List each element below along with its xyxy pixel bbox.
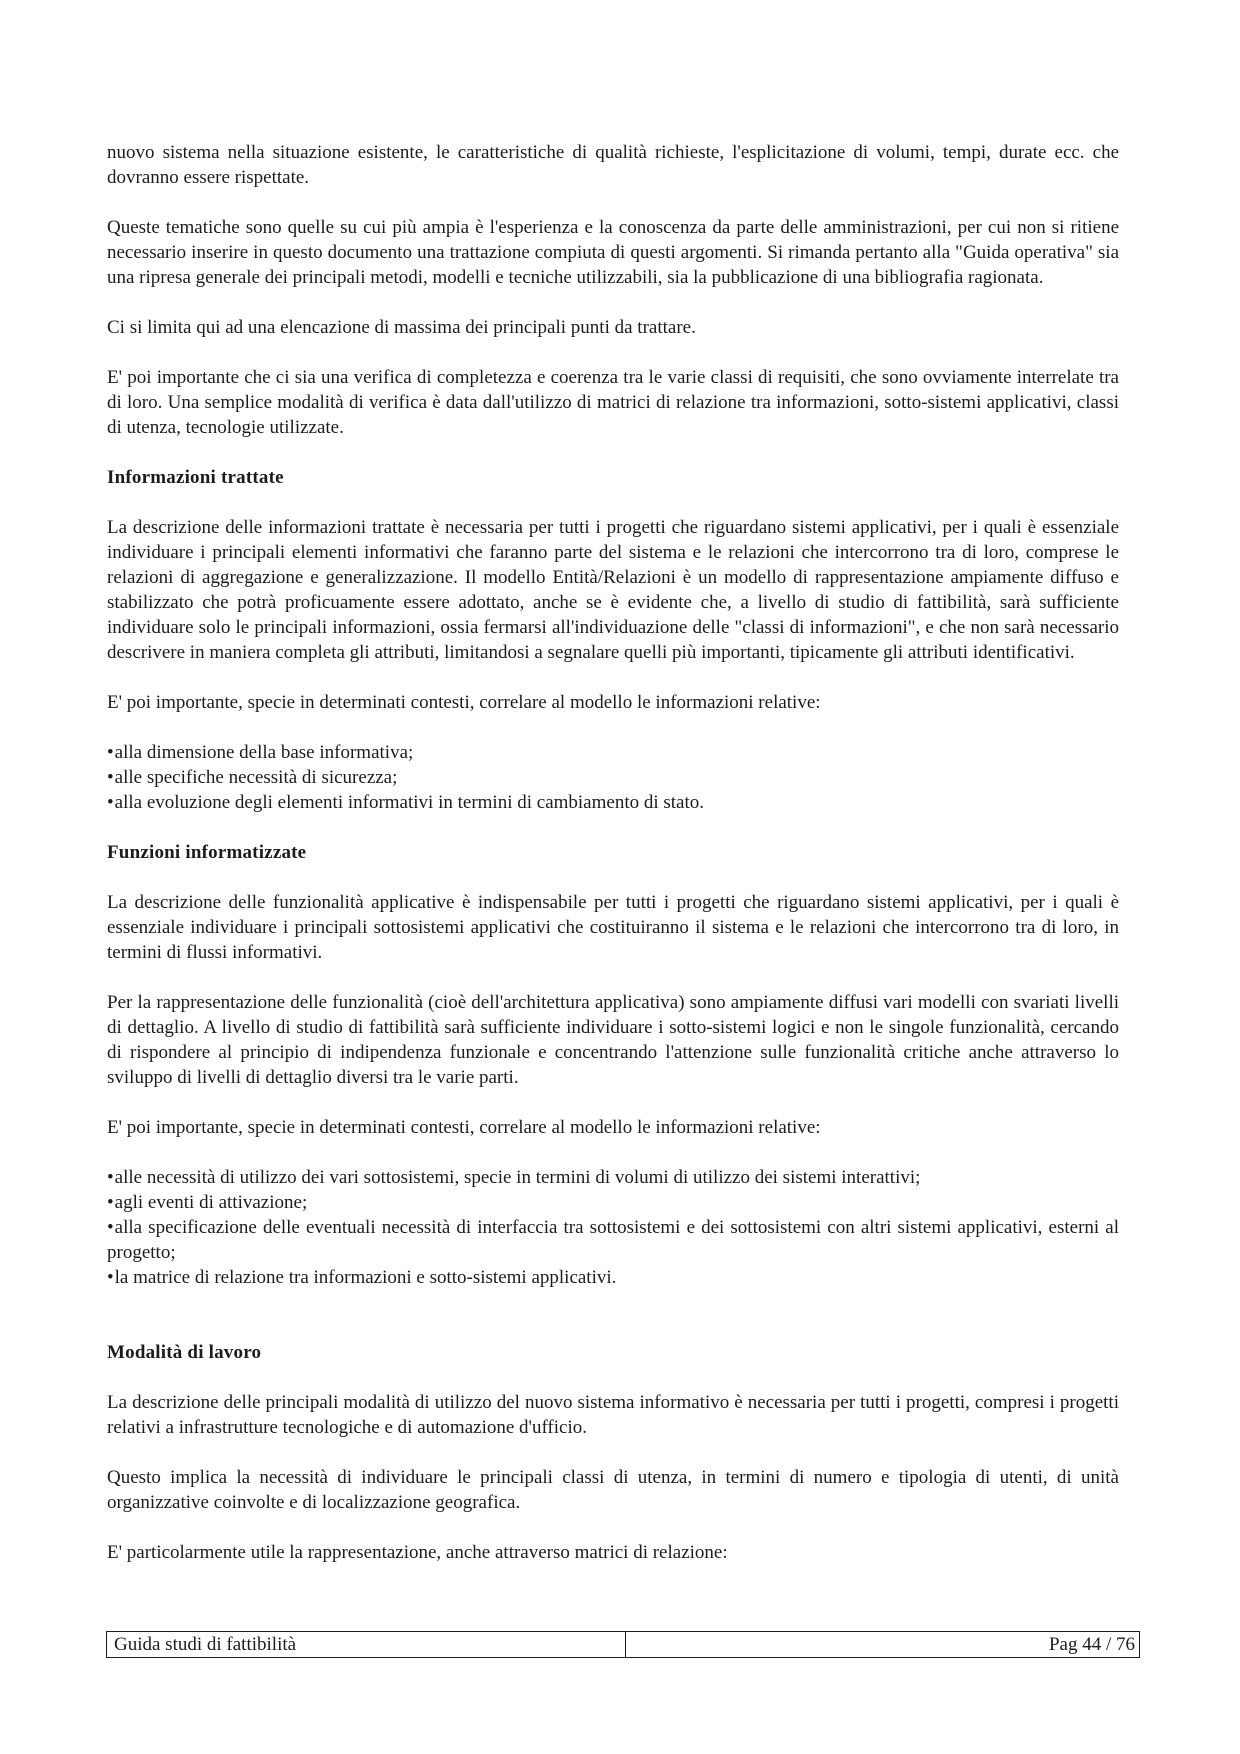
paragraph: La descrizione delle funzionalità applicative è indispensabile per tutti i progetti che riguardano sistemi applicativi, per i quali è essenziale individuare i principali sottosistemi applicativi che costituiranno il sistema e le relazioni che intercorrono tra di loro, in termini di flussi informativi. (107, 892, 1119, 963)
paragraph: E' poi importante che ci sia una verifica di completezza e coerenza tra le varie classi di requisiti, che sono ovviamente interrelate tra di loro. Una semplice modalità di verifica è data dall'utilizzo di matrici di relazione tra informazioni, sotto-sistemi applicativi, classi di utenza, tecnologie utilizzate. (107, 367, 1119, 438)
list-item: • alle specifiche necessità di sicurezza; (107, 765, 1119, 790)
section-heading-informazioni: Informazioni trattate (107, 467, 284, 488)
list-item: • alla dimensione della base informativa; (107, 740, 1119, 765)
section-heading-funzioni: Funzioni informatizzate (107, 842, 307, 863)
list-item: • la matrice di relazione tra informazioni e sotto-sistemi applicativi. (107, 1265, 1119, 1290)
list-item: • alla specificazione delle eventuali necessità di interfaccia tra sottosistemi e dei sottosistemi con altri sistemi applicativi, esterni al progetto; (107, 1215, 1119, 1265)
page-footer (106, 1631, 1140, 1658)
bullet-list-informazioni (107, 740, 1119, 815)
paragraph: Queste tematiche sono quelle su cui più ampia è l'esperienza e la conoscenza da parte delle amministrazioni, per cui non si ritiene necessario inserire in questo documento una trattazione compiuta di questi argomenti. Si rimanda pertanto alla "Guida operativa" sia una ripresa generale dei principali metodi, modelli e tecniche utilizzabili, sia la pubblicazione di una bibliografia ragionata. (107, 217, 1119, 288)
paragraph: Ci si limita qui ad una elencazione di massima dei principali punti da trattare. (107, 317, 696, 338)
paragraph: E' poi importante, specie in determinati contesti, correlare al modello le informazioni relative: (107, 692, 821, 713)
section-heading-modalita: Modalità di lavoro (107, 1342, 262, 1363)
list-item: • agli eventi di attivazione; (107, 1190, 1119, 1215)
bullet-list-funzioni (107, 1165, 1119, 1290)
paragraph: La descrizione delle principali modalità di utilizzo del nuovo sistema informativo è necessaria per tutti i progetti, compresi i progetti relativi a infrastrutture tecnologiche e di automazione d'ufficio. (107, 1392, 1119, 1438)
paragraph: La descrizione delle informazioni trattate è necessaria per tutti i progetti che riguardano sistemi applicativi, per i quali è essenziale individuare i principali elementi informativi che faranno parte del sistema e le relazioni che intercorrono tra di loro, comprese le relazioni di aggregazione e generalizzazione. Il modello Entità/Relazioni è un modello di rappresentazione ampiamente diffuso e stabilizzato che potrà proficuamente essere adottato, anche se è evidente che, a livello di studio di fattibilità, sarà sufficiente individuare solo le principali informazioni, ossia fermarsi all'individuazione delle "classi di informazioni", e che non sarà necessario descrivere in maniera completa gli attributi, limitandosi a segnalare quelli più importanti, tipicamente gli attributi identificativi. (107, 517, 1119, 663)
paragraph: E' particolarmente utile la rappresentazione, anche attraverso matrici di relazione: (107, 1542, 728, 1563)
paragraph: E' poi importante, specie in determinati contesti, correlare al modello le informazioni relative: (107, 1117, 821, 1138)
paragraph: Questo implica la necessità di individuare le principali classi di utenza, in termini di numero e tipologia di utenti, di unità organizzative coinvolte e di localizzazione geografica. (107, 1467, 1119, 1513)
footer-page-number: Pag 44 / 76 (626, 1631, 1140, 1658)
list-item: • alla evoluzione degli elementi informativi in termini di cambiamento di stato. (107, 790, 1119, 815)
page-body (107, 140, 1119, 1590)
paragraph: Per la rappresentazione delle funzionalità (cioè dell'architettura applicativa) sono ampiamente diffusi vari modelli con svariati livelli di dettaglio. A livello di studio di fattibilità sarà sufficiente individuare i sotto-sistemi logici e non le singole funzionalità, cercando di rispondere al principio di indipendenza funzionale e concentrando l'attenzione sulle funzionalità critiche anche attraverso lo sviluppo di livelli di dettaglio diversi tra le varie parti. (107, 992, 1119, 1088)
paragraph: nuovo sistema nella situazione esistente, le caratteristiche di qualità richieste, l'esplicitazione di volumi, tempi, durate ecc. che dovranno essere rispettate. (107, 142, 1119, 188)
list-item: • alle necessità di utilizzo dei vari sottosistemi, specie in termini di volumi di utilizzo dei sistemi interattivi; (107, 1165, 1119, 1190)
footer-title: Guida studi di fattibilità (106, 1631, 626, 1658)
